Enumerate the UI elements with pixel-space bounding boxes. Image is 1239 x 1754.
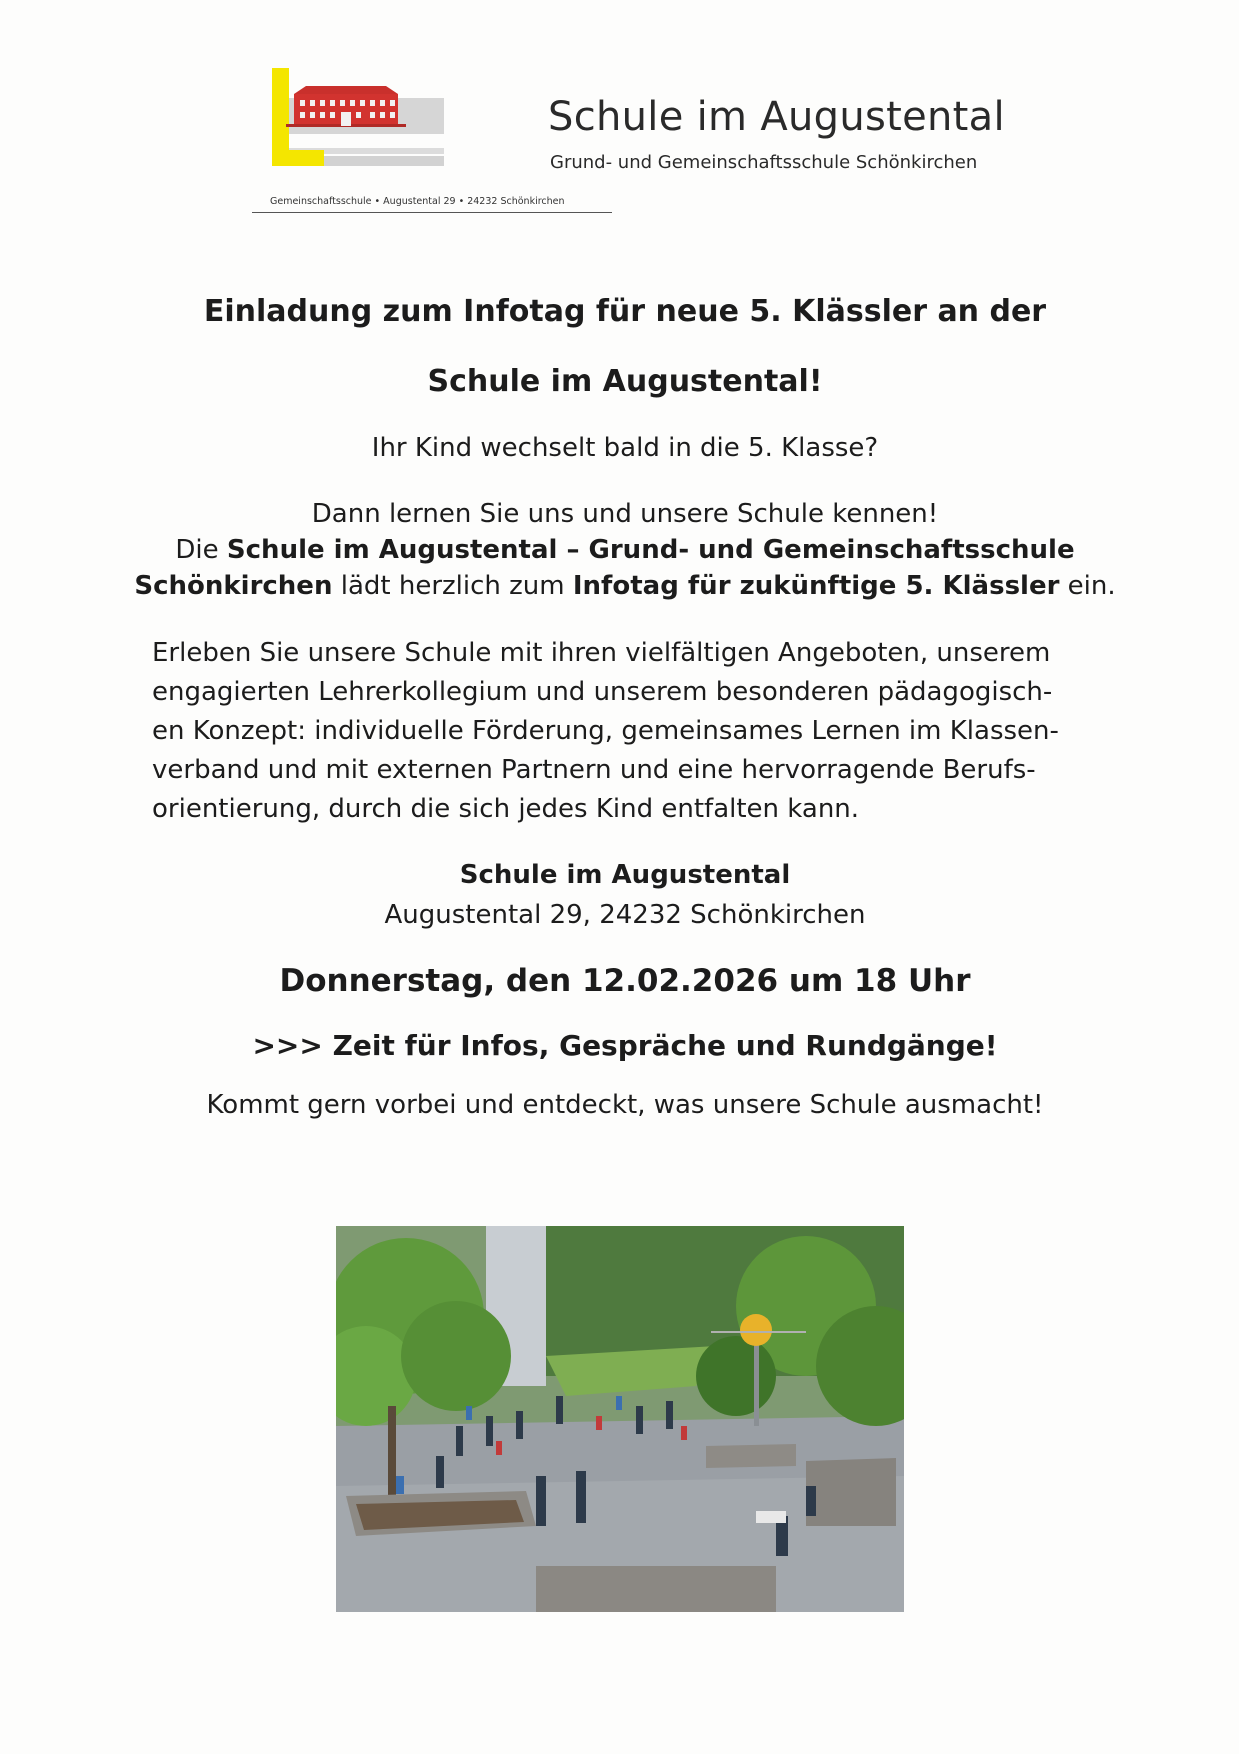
school-logo-icon [272,68,444,168]
body-line: en Konzept: individuelle Förderung, gemeinsames Lernen im Klassen- [152,716,1059,746]
headline-line-1: Einladung zum Infotag für neue 5. Klässler an der [203,294,1047,329]
intro-line-1: Dann lernen Sie uns und unsere Schule kennen! [311,499,939,529]
closing-line: Kommt gern vorbei und entdeckt, was unsere Schule ausmacht! [206,1090,1044,1120]
address-divider [252,212,612,213]
event-date: Donnerstag, den 12.02.2026 um 18 Uhr [279,963,971,999]
schoolyard-photo-icon [336,1226,904,1612]
intro-question: Ihr Kind wechselt bald in die 5. Klasse? [371,433,879,463]
event-teaser: >>> Zeit für Infos, Gespräche und Rundgänge! [252,1029,998,1062]
invitation-content [130,290,1120,1120]
body-paragraph [130,634,1120,829]
intro-line-3: Schönkirchen lädt herzlich zum Infotag für zukünftige 5. Klässler ein. [134,571,1116,601]
school-name-title: Schule im Augustental [548,94,1005,140]
body-line: verband und mit externen Partnern und eine hervorragende Berufs- [152,755,1036,785]
intro-block [130,496,1120,604]
headline-line-2: Schule im Augustental! [427,364,823,399]
intro-line-2: Die Schule im Augustental – Grund- und Gemeinschaftsschule [175,535,1075,565]
body-line: engagierten Lehrerkollegium und unserem besonderen pädagogisch- [152,677,1053,707]
letterhead [0,0,1239,240]
venue-block [130,855,1120,935]
body-line: Erleben Sie unsere Schule mit ihren vielfältigen Angeboten, unserem [152,638,1051,668]
school-subtitle: Grund- und Gemeinschaftsschule Schönkirchen [550,152,978,173]
address-line: Gemeinschaftsschule • Augustental 29 • 24232 Schönkirchen [270,196,565,207]
body-line: orientierung, durch die sich jedes Kind entfalten kann. [152,794,860,824]
venue-name: Schule im Augustental [459,860,791,890]
venue-address: Augustental 29, 24232 Schönkirchen [384,900,866,930]
